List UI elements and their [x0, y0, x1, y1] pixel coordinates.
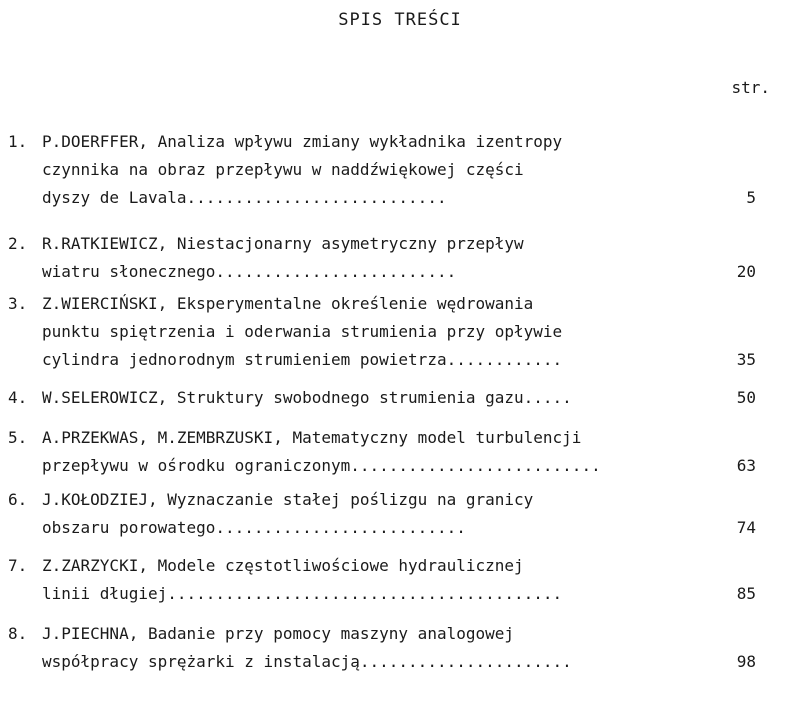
toc-entry-page: 98 — [736, 652, 756, 671]
page-column-label: str. — [731, 78, 770, 97]
toc-entry-line: obszaru porowatego.......................... — [42, 518, 466, 537]
toc-entry-line: J.KOŁODZIEJ, Wyznaczanie stałej poślizgu na granicy — [42, 490, 534, 509]
toc-entry-page: 63 — [736, 456, 756, 475]
toc-entry-page: 20 — [736, 262, 756, 281]
toc-entry-line: W.SELEROWICZ, Struktury swobodnego strumienia gazu..... — [42, 388, 572, 407]
toc-entry-line: linii długiej......................................... — [42, 584, 563, 603]
toc-entry-number: 5. — [8, 428, 28, 447]
toc-entry-line: P.DOERFFER, Analiza wpływu zmiany wykładnika izentropy — [42, 132, 563, 151]
toc-entry-number: 3. — [8, 294, 28, 313]
toc-entry-page: 85 — [736, 584, 756, 603]
toc-entry-page: 35 — [736, 350, 756, 369]
toc-entry-line: R.RATKIEWICZ, Niestacjonarny asymetryczny przepływ — [42, 234, 524, 253]
toc-entry-line: dyszy de Lavala........................... — [42, 188, 447, 207]
toc-entry-number: 6. — [8, 490, 28, 509]
toc-entry-line: cylindra jednorodnym strumieniem powietrza............ — [42, 350, 563, 369]
toc-entry-line: A.PRZEKWAS, M.ZEMBRZUSKI, Matematyczny model turbulencji — [42, 428, 582, 447]
toc-entry-line: Z.WIERCIŃSKI, Eksperymentalne określenie wędrowania — [42, 294, 534, 313]
toc-entry-page: 50 — [736, 388, 756, 407]
toc-entry-line: przepływu w ośrodku ograniczonym.......................... — [42, 456, 601, 475]
toc-entry-line: wiatru słonecznego......................... — [42, 262, 457, 281]
toc-entry-line: współpracy sprężarki z instalacją...................... — [42, 652, 572, 671]
page-title: SPIS TREŚCI — [338, 10, 462, 30]
toc-entry-number: 1. — [8, 132, 28, 151]
toc-entry-page: 74 — [736, 518, 756, 537]
toc-entry-number: 4. — [8, 388, 28, 407]
toc-entry-number: 7. — [8, 556, 28, 575]
toc-entry-line: Z.ZARZYCKI, Modele częstotliwościowe hydraulicznej — [42, 556, 524, 575]
toc-entry-page: 5 — [746, 188, 756, 207]
toc-entry-line: J.PIECHNA, Badanie przy pomocy maszyny analogowej — [42, 624, 515, 643]
toc-entry-line: punktu spiętrzenia i oderwania strumienia przy opływie — [42, 322, 563, 341]
toc-entry-line: czynnika na obraz przepływu w naddźwiękowej części — [42, 160, 524, 179]
toc-entry-number: 8. — [8, 624, 28, 643]
toc-entry-number: 2. — [8, 234, 28, 253]
